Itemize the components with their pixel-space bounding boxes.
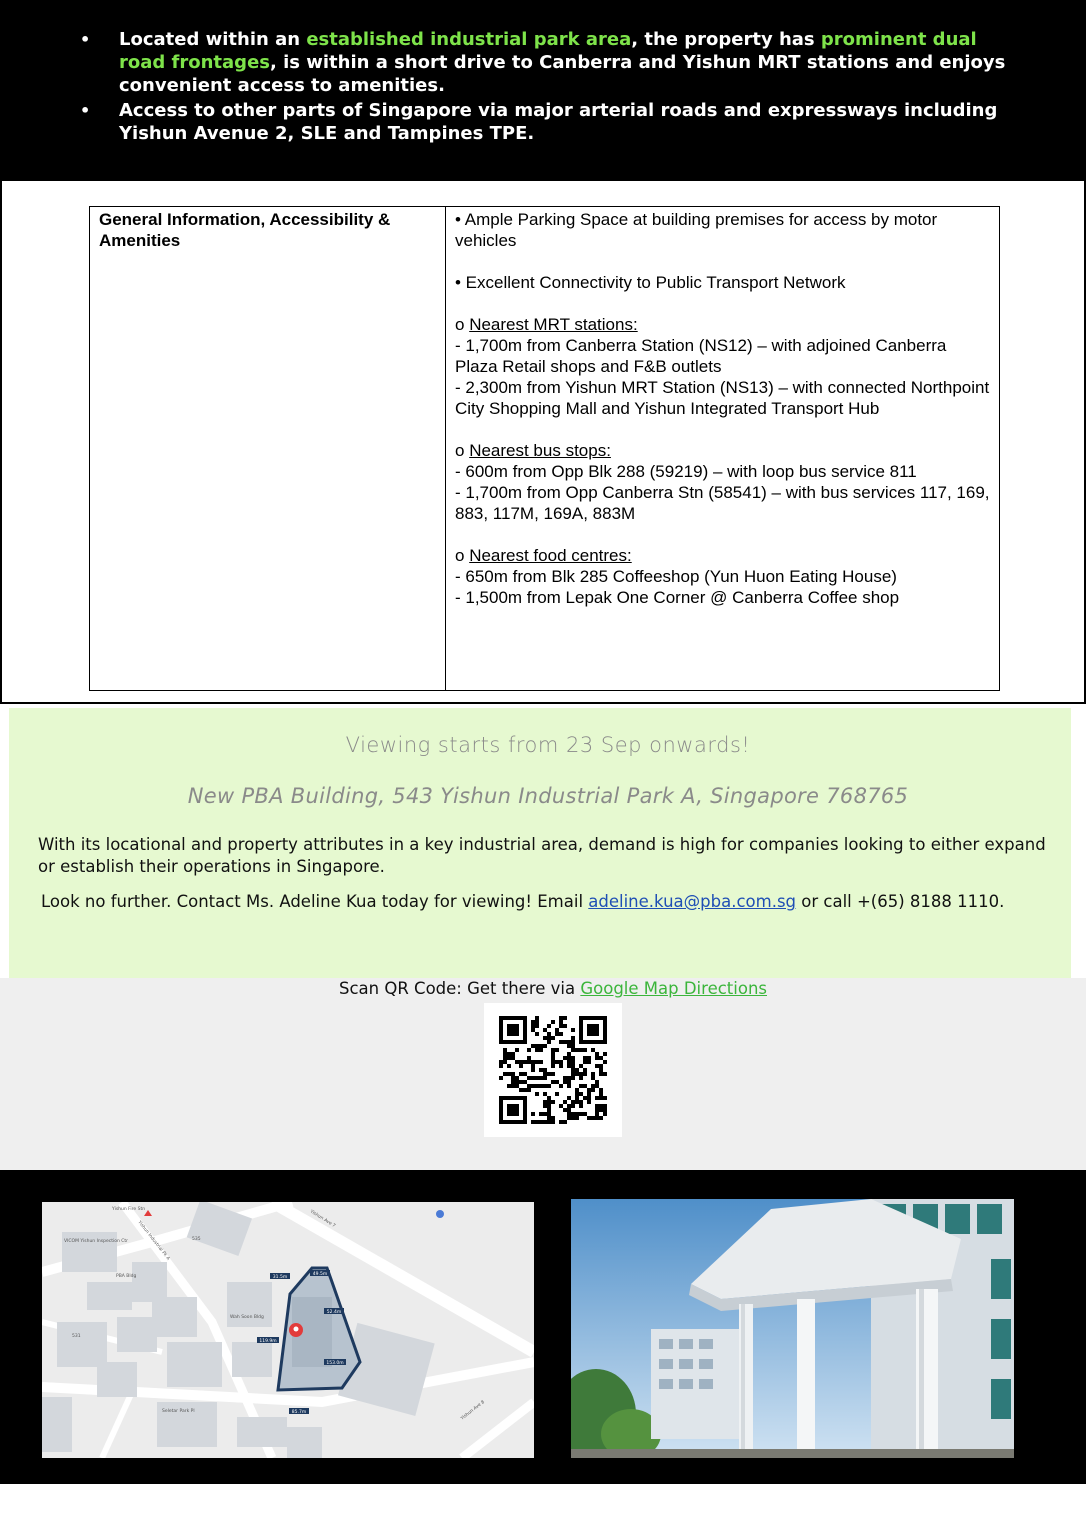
- bullet-text: Located within an: [119, 29, 307, 50]
- mrt-heading: Nearest MRT stations:: [469, 315, 638, 334]
- qr-code[interactable]: [484, 1003, 622, 1137]
- map-label: VICOM Yishun Inspection Ctr: [64, 1239, 129, 1244]
- qr-code-icon: [499, 1016, 607, 1124]
- demand-paragraph: With its locational and property attributes in a key industrial area, demand is high for companies looking to either expand or establish their operations in Singapore.: [38, 835, 1046, 876]
- food-item: - 650m from Blk 285 Coffeeshop (Yun Huon Eating House): [455, 567, 897, 586]
- intro-bullet: [80, 99, 1010, 145]
- map-measure-label: 52.4m: [326, 1309, 342, 1315]
- info-table-content: [446, 207, 1000, 691]
- map-measure-label: 85.7m: [291, 1409, 307, 1415]
- map-label: Yishun Industrial Pk A: [136, 1220, 171, 1262]
- bullet-text: Access to other parts of Singapore via major arterial roads and expressways including Yishun Avenue 2, SLE and Tampines TPE.: [119, 100, 998, 144]
- highlight-text: established industrial park area: [306, 29, 632, 50]
- location-map[interactable]: [42, 1202, 534, 1458]
- building-photo-graphic: [571, 1199, 1014, 1458]
- map-label: Yishun Ave 8: [460, 1399, 486, 1422]
- intro-band: [0, 0, 1086, 181]
- connectivity-line: • Excellent Connectivity to Public Transport Network: [455, 273, 846, 292]
- mrt-section: o Nearest MRT stations: - 1,700m from Canberra Station (NS12) – with adjoined Canberra Plaza Retail shops and F&B outlets - 2,300m from Yishun MRT Station (NS13) – with connected Northpoint City Shopping Mall and Yishun Integrated Transport Hub: [455, 315, 990, 418]
- map-measure-label: 119.9m: [259, 1338, 277, 1344]
- map-measure-label: 49.5m: [312, 1271, 328, 1277]
- mrt-item: - 1,700m from Canberra Station (NS12) – with adjoined Canberra Plaza Retail shops and F&B outlets: [455, 336, 947, 376]
- map-label: Wah Soon Bldg: [230, 1315, 264, 1320]
- contact-paragraph: Look no further. Contact Ms. Adeline Kua today for viewing! Email adeline.kua@pba.com.sg or call +(65) 8188 1110.: [41, 892, 1005, 911]
- bullet-text: , the property has: [631, 29, 821, 50]
- intro-bullet: [80, 28, 1010, 97]
- bus-section: o Nearest bus stops: - 600m from Opp Blk 288 (59219) – with loop bus service 811 - 1,700m from Opp Canberra Stn (58541) – with bus services 117, 169, 883, 117M, 169A, 883M: [455, 441, 990, 523]
- food-item: - 1,500m from Lepak One Corner @ Canberra Coffee shop: [455, 588, 900, 607]
- map-label: Seletar Park Pl: [162, 1409, 195, 1414]
- mrt-item: - 2,300m from Yishun MRT Station (NS13) – with connected Northpoint City Shopping Mall and Yishun Integrated Transport Hub: [455, 378, 990, 418]
- info-table-label: General Information, Accessibility & Amenities: [90, 207, 446, 691]
- map-label: 531: [72, 1334, 81, 1339]
- food-heading: Nearest food centres:: [469, 546, 632, 565]
- map-graphic: [42, 1202, 534, 1458]
- map-label: 535: [192, 1237, 201, 1242]
- highlight-text: prominent dual road frontages: [119, 29, 977, 73]
- bus-item: - 600m from Opp Blk 288 (59219) – with loop bus service 811: [455, 462, 917, 481]
- google-map-directions-link[interactable]: Google Map Directions: [580, 979, 767, 998]
- email-link[interactable]: adeline.kua@pba.com.sg: [588, 892, 797, 911]
- building-photo: [571, 1199, 1014, 1458]
- viewing-headline: Viewing starts from 23 Sep onwards!: [345, 733, 751, 757]
- bus-heading: Nearest bus stops:: [469, 441, 611, 460]
- map-measure-label: 31.5m: [272, 1274, 288, 1280]
- map-label: Yishun Fire Stn: [112, 1207, 146, 1212]
- map-label: PBA Bldg: [116, 1274, 137, 1279]
- info-table: [89, 206, 1000, 691]
- map-label: Yishun Ave 7: [308, 1209, 336, 1229]
- bullet-icon: •: [80, 30, 91, 49]
- map-measure-label: 153.0m: [326, 1360, 344, 1366]
- bullet-text: , is within a short drive to Canberra and Yishun MRT stations and enjoys convenient access to amenities.: [119, 52, 1006, 96]
- scan-line: Scan QR Code: Get there via Google Map Directions: [339, 979, 767, 998]
- bus-item: - 1,700m from Opp Canberra Stn (58541) – with bus services 117, 169, 883, 117M, 169A, 883M: [455, 483, 990, 523]
- parking-line: • Ample Parking Space at building premises for access by motor vehicles: [455, 210, 938, 250]
- address-line: New PBA Building, 543 Yishun Industrial Park A, Singapore 768765: [187, 784, 909, 808]
- food-section: o Nearest food centres: - 650m from Blk 285 Coffeeshop (Yun Huon Eating House) - 1,500m from Lepak One Corner @ Canberra Coffee shop: [455, 545, 990, 608]
- bullet-icon: •: [80, 101, 91, 120]
- intro-bullet-list: [80, 28, 1010, 147]
